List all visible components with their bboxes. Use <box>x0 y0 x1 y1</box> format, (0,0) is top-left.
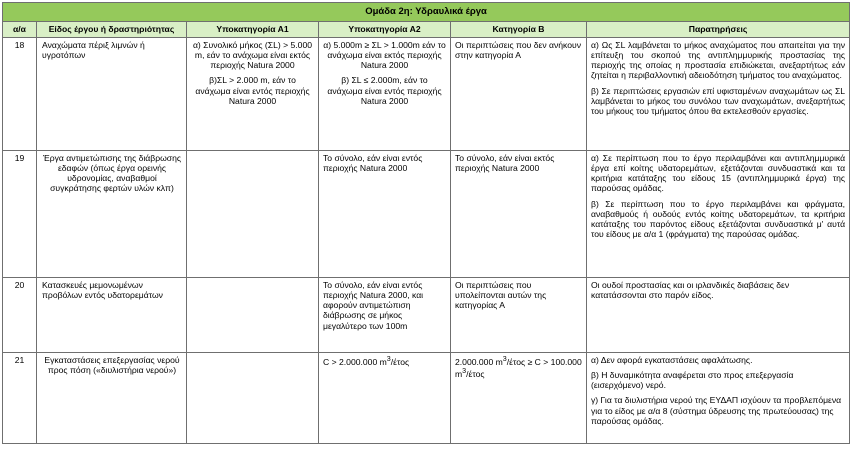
a2-value: C > 2.000.000 m <box>323 356 387 367</box>
row-number: 20 <box>3 278 37 353</box>
a2-item: Το σύνολο, εάν είναι εντός περιοχής Natura 2000, και αφορούν αντιμετώπιση διάβρωσης σε μήκος μεγαλύτερο των 100m <box>323 280 424 331</box>
a2-unit: /έτος <box>390 356 410 367</box>
table-row <box>3 278 850 353</box>
notes <box>587 278 850 353</box>
subcategory-a2 <box>319 151 451 278</box>
table-row <box>3 38 850 151</box>
notes <box>587 151 850 278</box>
subcategory-a1 <box>187 151 319 278</box>
b-superscript: 3 <box>462 367 467 375</box>
note-item: α) Δεν αφορά εγκαταστάσεις αφαλάτωσης. <box>591 355 753 365</box>
a2-item: β) ΣL ≤ 2.000m, εάν το ανάχωμα είναι εντός περιοχής Natura 2000 <box>327 75 442 106</box>
notes <box>587 38 850 151</box>
group-title: Ομάδα 2η: Υδραυλικά έργα <box>3 3 850 22</box>
subcategory-a2 <box>319 38 451 151</box>
project-type: Αναχώματα πέριξ λιμνών ή υγροτόπων <box>37 38 187 151</box>
project-type: Έργα αντιμετώπισης της διάβρωσης εδαφών (όπως έργα ορεινής υδρονομίας, αναβαθμοί συγκράτησης φερτών υλών κλπ) <box>37 151 187 278</box>
category-b: Το σύνολο, εάν είναι εκτός περιοχής Natura 2000 <box>451 151 587 278</box>
header-a2: Υποκατηγορία Α2 <box>319 22 451 38</box>
b-superscript: 3 <box>502 355 507 363</box>
category-b: Οι περιπτώσεις που υπολείπονται αυτών της κατηγορίας Α <box>451 278 587 353</box>
header-a1: Υποκατηγορία Α1 <box>187 22 319 38</box>
project-type: Εγκαταστάσεις επεξεργασίας νερού προς πόση («διυλιστήρια νερού») <box>37 353 187 444</box>
subcategory-a2 <box>319 278 451 353</box>
classification-table <box>2 2 850 444</box>
b-unit: /έτος <box>466 368 485 379</box>
subcategory-a2 <box>319 353 451 444</box>
subcategory-a1 <box>187 38 319 151</box>
row-number: 19 <box>3 151 37 278</box>
subcategory-a1 <box>187 278 319 353</box>
header-b: Κατηγορία Β <box>451 22 587 38</box>
b-value: 2.000.000 m <box>455 356 503 367</box>
a1-item: α) Συνολικό μήκος (ΣL) > 5.000 m, εάν το ανάχωμα είναι εκτός περιοχής Natura 2000 <box>192 40 313 71</box>
project-type: Κατασκευές μεμονωμένων προβόλων εντός υδατορεμάτων <box>37 278 187 353</box>
a1-item: β)ΣL > 2.000 m, εάν το ανάχωμα είναι εντός περιοχής Natura 2000 <box>195 75 310 106</box>
a2-item: α) 5.000m ≥ ΣL > 1.000m εάν το ανάχωμα είναι εκτός περιοχής Natura 2000 <box>323 40 446 71</box>
note-item: β) Σε περίπτωση που το έργο περιλαμβάνει και φράγματα, αναβαθμούς ή ουδούς εντός κοίτης υδατορεμάτων, τα κριτήρια κατάταξης του παρόντος είδους εξετάζονται συνδυαστικά μ' αυτά του είδους με α/α 1 (φράγματα) της παρούσας ομάδας. <box>591 198 846 239</box>
subcategory-a1 <box>187 353 319 444</box>
a2-item: Το σύνολο, εάν είναι εντός περιοχής Natura 2000 <box>323 153 423 174</box>
note-item: β) Η δυναμικότητα αναφέρεται στο προς επεξεργασία (εισερχόμενο) νερό. <box>591 370 794 391</box>
header-notes: Παρατηρήσεις <box>587 22 850 38</box>
category-b <box>451 353 587 444</box>
header-num: α/α <box>3 22 37 38</box>
b-range: /έτος ≥ C > 100.000 m <box>455 356 582 379</box>
note-item: γ) Για τα διυλιστήρια νερού της ΕΥΔΑΠ ισχύουν τα προβλεπόμενα για το είδος με α/α 8 (σύστημα ύδρευσης της πρωτεύουσας) της παρούσας ομάδας. <box>591 395 842 426</box>
table-row <box>3 151 850 278</box>
table-row <box>3 353 850 444</box>
notes <box>587 353 850 444</box>
note-item: α) Ως ΣL λαμβάνεται το μήκος αναχώματος που απαιτείται για την επίτευξη του σκοπού της αντιπλημμυρικής προστασίας της περιοχής της οποίας η προστασία επιδιώκεται, ανεξαρτήτως εάν ζητείται η περιβαλλοντική αδειοδότηση τμήματος του αναχώματος. <box>591 40 846 81</box>
note-item: α) Σε περίπτωση που το έργο περιλαμβάνει και αντιπλημμυρικά έργα επί κοίτης υδατορεμάτων, εξετάζονται συνδυαστικά και τα κριτήρια κατάταξης του είδους 15 (αντιπλημμυρικά έργα) της παρούσας ομάδας. <box>591 153 846 194</box>
a2-superscript: 3 <box>386 355 391 363</box>
row-number: 18 <box>3 38 37 151</box>
note-item: β) Σε περιπτώσεις εργασιών επί υφισταμένων αναχωμάτων ως ΣL λαμβάνεται το μήκος του συνόλου των αναχωμάτων, ανεξαρτήτως του μήκους του τμήματος όπου θα εκτελεσθούν εργασίες. <box>591 85 846 116</box>
header-type: Είδος έργου ή δραστηριότητας <box>37 22 187 38</box>
category-b: Οι περιπτώσεις που δεν ανήκουν στην κατηγορία Α <box>451 38 587 151</box>
note-item: Οι ουδοί προστασίας και οι ιρλανδικές διαβάσεις δεν κατατάσσονται στο παρόν είδος. <box>591 280 790 301</box>
header-row <box>3 22 850 38</box>
row-number: 21 <box>3 353 37 444</box>
